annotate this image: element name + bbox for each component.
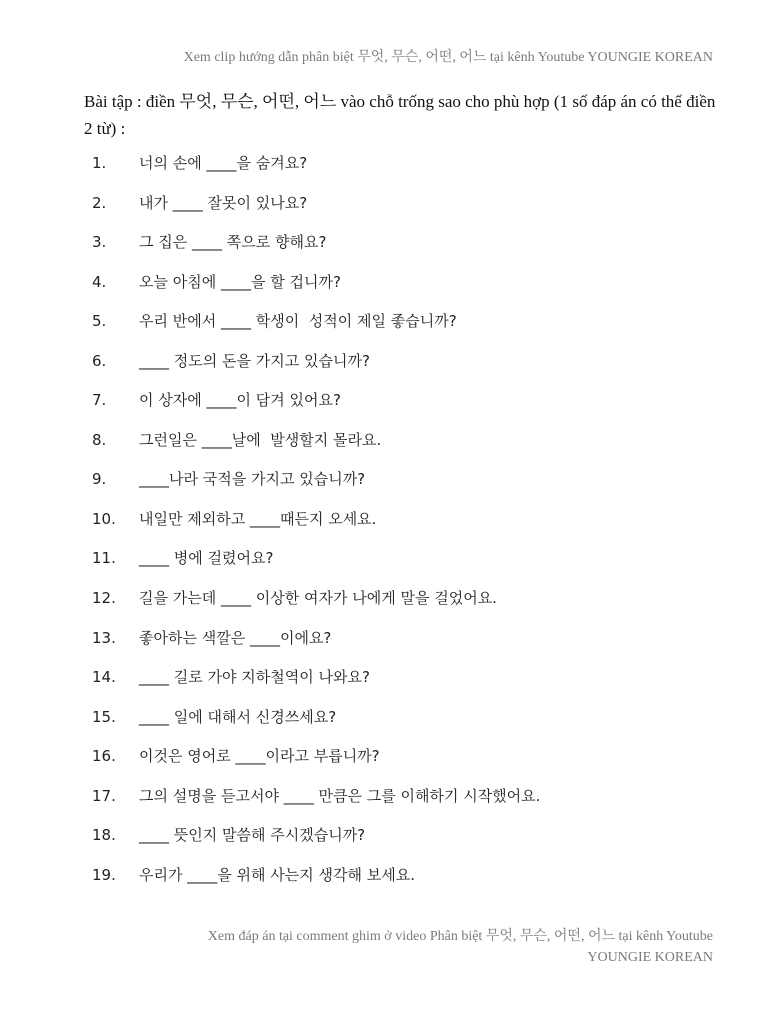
exercise-item bbox=[92, 664, 540, 704]
exercise-item bbox=[92, 308, 540, 348]
exercise-number: 5. bbox=[92, 312, 107, 331]
exercise-list bbox=[92, 150, 540, 901]
exercise-text: 그의 설명을 듣고서야 ____ 만큼은 그를 이해하기 시작했어요. bbox=[139, 786, 541, 805]
header-note: Xem clip hướng dẫn phân biệt 무엇, 무슨, 어떤, 어느 tại kênh Youtube YOUNGIE KOREAN bbox=[183, 50, 713, 65]
exercise-number: 18. bbox=[92, 826, 116, 845]
exercise-text: 이것은 영어로 ____이라고 부릅니까? bbox=[139, 747, 380, 766]
exercise-number: 9. bbox=[92, 470, 107, 489]
exercise-item bbox=[92, 190, 540, 230]
exercise-text: 길을 가는데 ____ 이상한 여자가 나에게 말을 걸었어요. bbox=[139, 589, 497, 608]
exercise-text: 너의 손에 ____을 숨겨요? bbox=[139, 154, 308, 172]
exercise-item bbox=[92, 506, 540, 546]
exercise-text: ____ 뜻인지 말씀해 주시겠습니까? bbox=[139, 826, 366, 845]
exercise-number: 6. bbox=[92, 351, 107, 370]
exercise-item bbox=[92, 150, 540, 190]
footer-note bbox=[208, 926, 713, 968]
exercise-text: ____ 일에 대해서 신경쓰세요? bbox=[139, 707, 337, 726]
exercise-number: 13. bbox=[92, 628, 116, 647]
exercise-number: 10. bbox=[92, 509, 116, 528]
exercise-item bbox=[92, 545, 540, 585]
exercise-item bbox=[92, 387, 540, 427]
exercise-item bbox=[92, 783, 540, 823]
exercise-text: ____ 병에 걸렸어요? bbox=[139, 549, 274, 568]
exercise-text: 그런일은 ____날에 발생할지 몰라요. bbox=[139, 430, 382, 449]
exercise-text: 오늘 아침에 ____을 할 겁니까? bbox=[139, 272, 341, 291]
exercise-item bbox=[92, 229, 540, 269]
exercise-number: 1. bbox=[92, 154, 107, 172]
exercise-number: 8. bbox=[92, 430, 107, 449]
exercise-item bbox=[92, 466, 540, 506]
exercise-text: 그 집은 ____ 쪽으로 향해요? bbox=[139, 233, 327, 252]
exercise-number: 7. bbox=[92, 391, 107, 410]
footer-note-line-1: Xem đáp án tại comment ghim ở video Phân biệt 무엇, 무슨, 어떤, 어느 tại kênh Youtube bbox=[207, 929, 713, 944]
exercise-item bbox=[92, 269, 540, 309]
exercise-item bbox=[92, 822, 540, 862]
exercise-text: 내일만 제외하고 ____때든지 오세요. bbox=[139, 509, 377, 528]
exercise-text: 이 상자에 ____이 담겨 있어요? bbox=[139, 391, 341, 410]
exercise-number: 4. bbox=[92, 272, 107, 291]
exercise-text: ____나라 국적을 가지고 있습니까? bbox=[139, 470, 366, 489]
exercise-number: 3. bbox=[92, 233, 107, 252]
exercise-item bbox=[92, 743, 540, 783]
exercise-text: 좋아하는 색깔은 ____이에요? bbox=[139, 628, 332, 647]
footer-note-line-2: YOUNGIE KOREAN bbox=[587, 950, 713, 965]
exercise-item bbox=[92, 704, 540, 744]
exercise-item bbox=[92, 427, 540, 467]
exercise-instructions: Bài tập : điền 무엇, 무슨, 어떤, 어느 vào chỗ trống sao cho phù hợp (1 số đáp án có thể điền 2 từ) : bbox=[84, 92, 716, 138]
exercise-item bbox=[92, 348, 540, 388]
exercise-text: 내가 ____ 잘못이 있나요? bbox=[139, 193, 308, 212]
exercise-number: 15. bbox=[92, 707, 116, 726]
exercise-number: 2. bbox=[92, 193, 107, 212]
exercise-number: 19. bbox=[92, 865, 116, 884]
exercise-text: 우리가 ____을 위해 사는지 생각해 보세요. bbox=[139, 865, 415, 884]
exercise-text: ____ 길로 가야 지하철역이 나와요? bbox=[139, 668, 370, 687]
exercise-item bbox=[92, 625, 540, 665]
exercise-number: 14. bbox=[92, 668, 116, 687]
exercise-number: 16. bbox=[92, 747, 116, 766]
exercise-number: 11. bbox=[92, 549, 116, 568]
exercise-number: 17. bbox=[92, 786, 116, 805]
exercise-item bbox=[92, 585, 540, 625]
exercise-item bbox=[92, 862, 540, 902]
exercise-number: 12. bbox=[92, 589, 116, 608]
exercise-text: ____ 정도의 돈을 가지고 있습니까? bbox=[139, 351, 370, 370]
exercise-text: 우리 반에서 ____ 학생이 성적이 제일 좋습니까? bbox=[139, 312, 457, 331]
